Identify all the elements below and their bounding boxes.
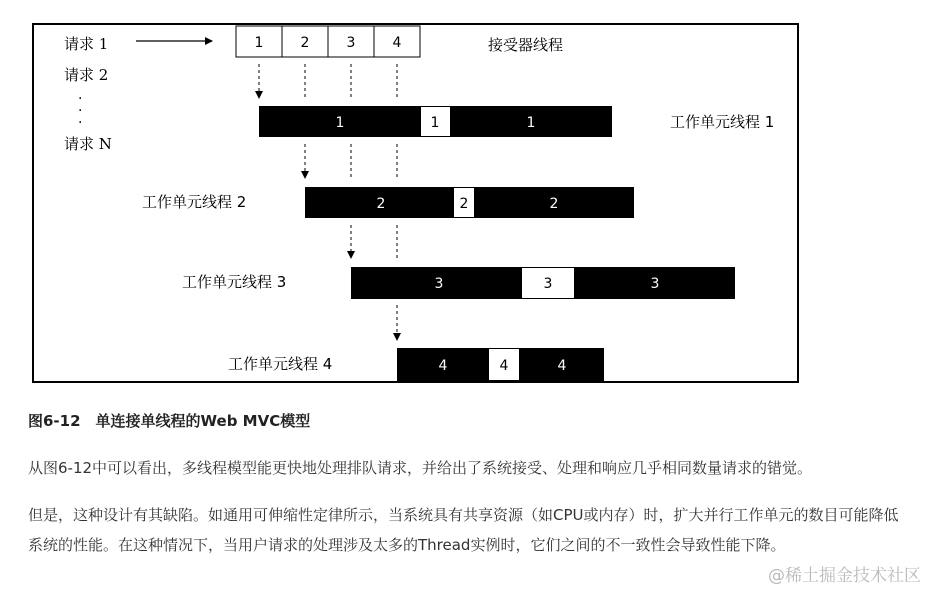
request-label-n: 请求 N	[64, 135, 112, 153]
worker-3-segment: 3	[650, 276, 660, 292]
worker-3-segment: 3	[543, 276, 553, 292]
worker-2-segment: 2	[459, 196, 469, 212]
worker-thread-4-bar	[397, 348, 604, 381]
worker-2-segment: 2	[549, 196, 559, 212]
request-label-1: 请求 1	[64, 35, 109, 53]
ellipsis-dot: ·	[78, 103, 83, 119]
worker-1-segment: 1	[526, 115, 536, 131]
worker-2-segment: 2	[376, 196, 386, 212]
receiver-cell-1: 1	[254, 35, 264, 51]
ellipsis-dot: ·	[78, 91, 83, 107]
worker-thread-1-bar	[259, 106, 612, 137]
worker-4-segment: 4	[557, 358, 567, 374]
receiver-cell-3: 3	[346, 35, 356, 51]
worker-4-segment: 4	[438, 358, 448, 374]
paragraph: 从图6-12中可以看出，多线程模型能更快地处理排队请求，并给出了系统接受、处理和响应几乎相同数量请求的错觉。	[28, 459, 813, 477]
worker-thread-3-label: 工作单元线程 3	[182, 273, 287, 291]
request-label-2: 请求 2	[64, 66, 109, 84]
watermark: @稀土掘金技术社区	[768, 566, 921, 586]
paragraph: 但是，这种设计有其缺陷。如通用可伸缩性定律所示，当系统具有共享资源（如CPU或内存）时，扩大并行工作单元的数目可能降低系统的性能。在这种情况下，当用户请求的处理涉及太多的Thread实例时，它们之间的不一致性会导致性能下降。	[28, 506, 899, 554]
worker-thread-4-label: 工作单元线程 4	[228, 355, 333, 373]
worker-1-segment: 1	[430, 115, 440, 131]
figure-caption: 图6-12 单连接单线程的Web MVC模型	[28, 412, 311, 430]
receiver-queue	[236, 26, 420, 57]
worker-3-segment: 3	[434, 276, 444, 292]
worker-thread-2-label: 工作单元线程 2	[142, 193, 247, 211]
receiver-cell-4: 4	[392, 35, 402, 51]
worker-1-segment: 1	[335, 115, 345, 131]
receiver-thread-label: 接受器线程	[488, 36, 564, 54]
worker-4-segment: 4	[499, 358, 509, 374]
receiver-cell-2: 2	[300, 35, 310, 51]
ellipsis-dot: ·	[78, 115, 83, 131]
worker-thread-2-bar	[305, 187, 634, 218]
worker-thread-3-bar	[351, 267, 735, 299]
worker-thread-1-label: 工作单元线程 1	[670, 113, 775, 131]
